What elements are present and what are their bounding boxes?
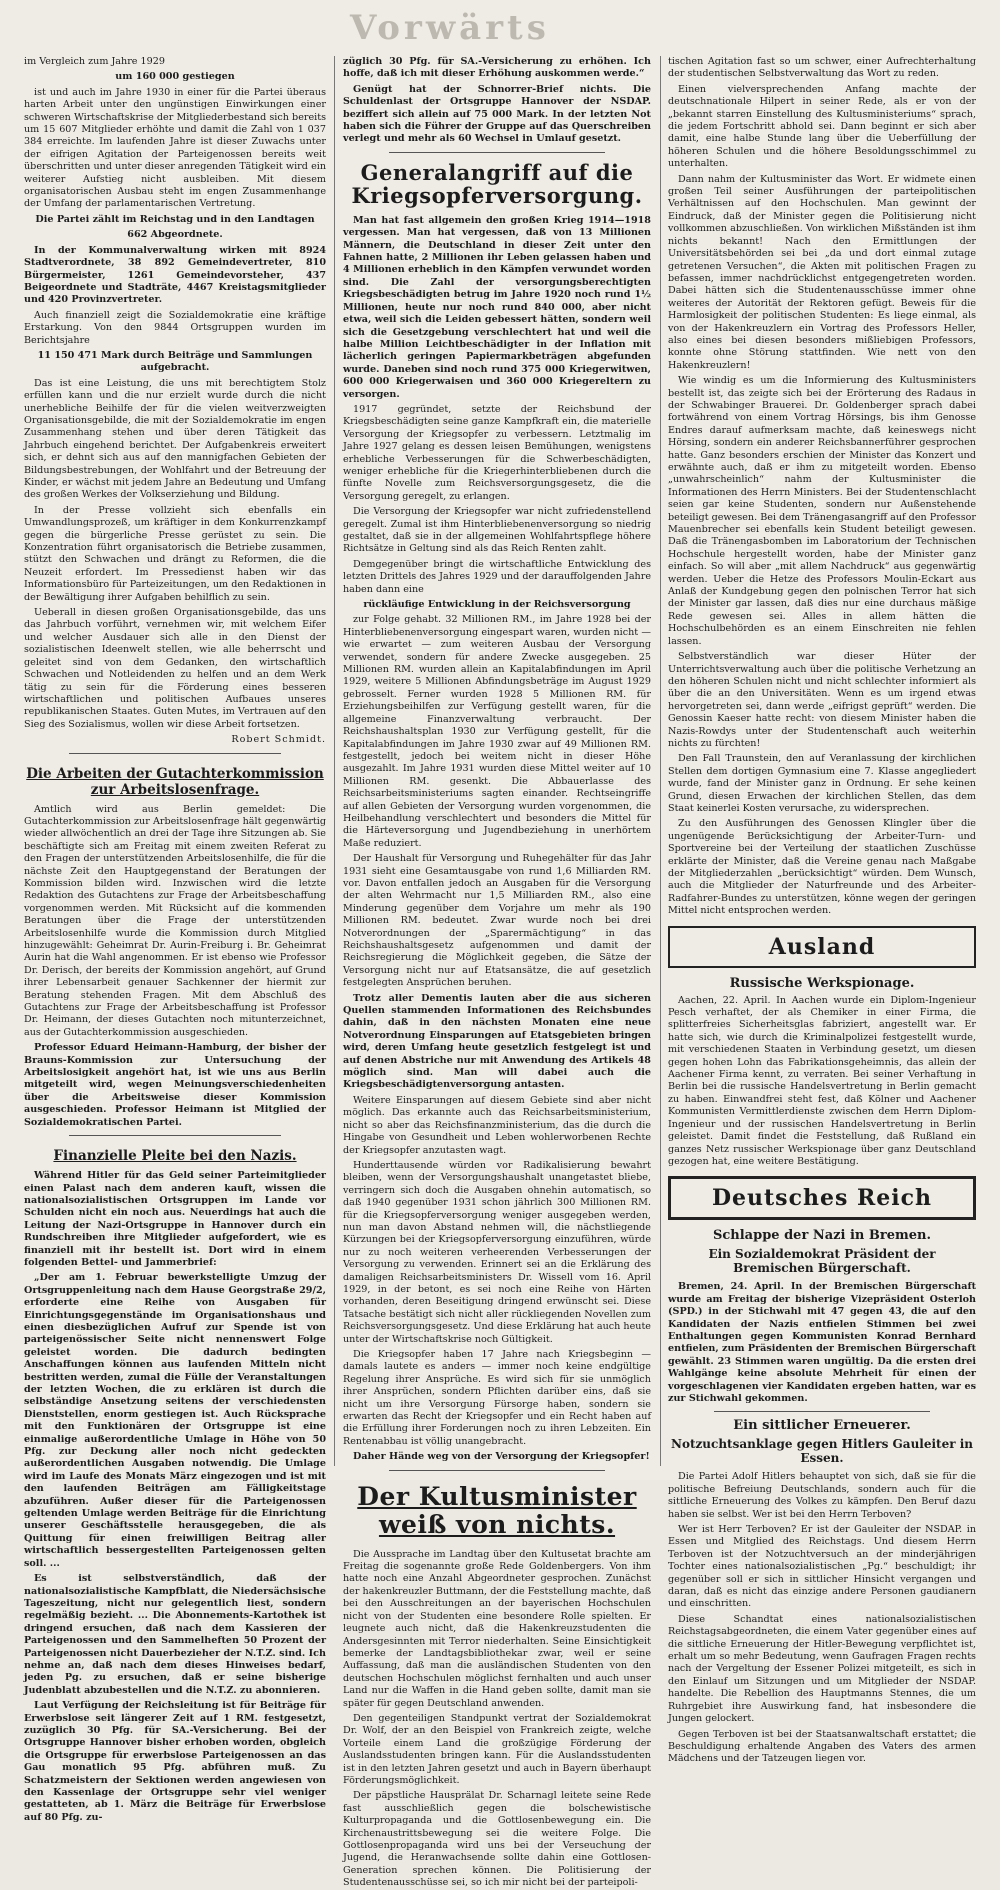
- column-rule: [660, 56, 661, 1466]
- paragraph: Demgegenüber bringt die wirtschaftliche Entwicklung des letzten Drittels des Jahres 1929 und der darauffolgenden Jahre haben dann eine: [343, 558, 651, 595]
- paragraph: Professor Eduard Heimann-Hamburg, der bisher der Brauns-Kommission zur Untersuchung der Arbeitslosigkeit angehört hat, ist wie uns aus Berlin mitgeteilt wird, wegen Meinungsverschiedenheiten über die Arbeitsweise dieser Kommission ausgeschieden. Professor Heimann ist Mitglied der Sozialdemokratischen Partei.: [24, 1042, 326, 1128]
- headline-erneuerer: Ein sittlicher Erneuerer.: [733, 1418, 911, 1434]
- paragraph: Wer ist Herr Terboven? Er ist der Gauleiter der NSDAP. in Essen und Mitglied des Reichstags. Und diesem Herrn Terboven ist der Notzuchtversuch an der minderjährigen Tochter eines nationalsozialistischen „Pg.“ beschuldigt; ihr gegenüber soll er sich in sittlicher Hinsicht vergangen und daran, daß es nicht das einzige andere Personen gaudianern und einschritten.: [668, 1524, 976, 1610]
- paragraph: Während Hitler für das Geld seiner Parteimitglieder einen Palast nach dem anderen kauft, wissen die nationalsozialistischen Ortsgruppen im Lande vor Schulden nicht ein noch aus. Neuerdings hat auch die Leitung der Nazi-Ortsgruppe in Hannover durch ein Rundschreiben ihre Mitglieder aufgefordert, wie es finanziell mit ihr bestellt ist. Dort wird in einem folgenden Bettel- und Jammerbrief:: [24, 1170, 326, 1268]
- paragraph: zur Folge gehabt. 32 Millionen RM., im Jahre 1928 bei der Hinterbliebenenversorgung eingespart waren, wurden nicht — wie erwartet — zum weiteren Ausbau der Versorgung verwendet, sondern für andere Zwecke ausgegeben. 25 Millionen RM. wurden allein an Kapitalabfindungen im April 1929, weitere 5 Millionen Abfindungsbeträge im August 1929 gebrosselt. Ferner wurden 1928 5 Millionen RM. für Erziehungsbeihilfen zur Verfügung gestellt waren, für die allgemeine Finanzverwaltung verbraucht. Der Reichshaushaltsplan 1930 zur Verfügung gestellt, für die Kapitalabfindungen im Jahre 1930 zwar auf 49 Millionen RM. festgestellt, jedoch bei weitem nicht in dieser Höhe ausgezahlt. Im Jahre 1931 wurden diese Mittel weiter auf 10 Millionen RM. gesenkt. Die Abbauerlasse des Reichsarbeitsministeriums sagten einander. Rechtseingriffe auf allen Gebieten der Versorgung wurden vorgenommen, die Heilbehandlung verschlechtert und besonders die Mittel für die Härteversorgung und Jugendbeziehung in unerhörtem Maße reduziert.: [343, 614, 651, 849]
- column-3: [668, 56, 976, 1765]
- paragraph: Man hat fast allgemein den großen Krieg 1914—1918 vergessen. Man hat vergessen, daß von 13 Millionen Männern, die Deutschland in dieser Zeit unter den Fahnen hatte, 2 Millionen ihr Leben gelassen haben und 4 Millionen erheblich in den Kämpfen verwundet worden sind. Die Zahl der versorgungsberechtigten Kriegsbeschädigten betrug im Jahre 1920 noch rund 1½ Millionen, heute nur noch rund 840 000, aber nicht etwa, weil sich die Leiden gebessert hätten, sondern weil sich die Gesetzgebung verschlechtert hat und weil die halbe Million Leichtbeschädigter in der Inflation mit lächerlich geringen Papiermarkbeträgen abgefunden wurde. Daneben sind noch rund 375 000 Kriegerwitwen, 600 000 Kriegerwaisen und 360 000 Kriegereltern zu versorgen.: [343, 214, 651, 400]
- paragraph: Die Kriegsopfer haben 17 Jahre nach Kriegsbeginn — damals lautete es anders — immer noch keine endgültige Regelung ihrer Ansprüche. Es wird sich für sie unmöglich ihrer Ansprüchen, sondern Pflichten darüber eins, daß sie nicht um ihre Versorgung Fürsorge haben, sondern sie erwarten das Recht der Kriegsopfer und ein Recht haben auf die Erfüllung ihrer Forderungen noch zu ihren Lebzeiten. Ein Rentenabbau ist völlig unangebracht.: [343, 1349, 651, 1447]
- divider: [69, 1135, 280, 1136]
- paragraph: Trotz aller Dementis lauten aber die aus sicheren Quellen stammenden Informationen des Reichsbundes dahin, daß in den nächsten Monaten eine neue Notverordnung Einsparungen auf Etatsgebieten bringen wird, deren Umfang heute gesetzlich festgelegt ist und auf denen Abstriche nur mit Anwendung des Artikels 48 möglich sind. Man will dabei auch die Kriegsbeschädigtenversorgung antasten.: [343, 992, 651, 1091]
- divider: [714, 1411, 930, 1412]
- paragraph: Laut Verfügung der Reichsleitung ist für Beiträge für Erwerbslose seit längerer Zeit auf 1 RM. festgesetzt, zuzüglich 30 Pfg. für SA.-Versicherung. Bei der Ortsgruppe Hannover bisher erhoben worden, obgleich die Ortsgruppe für erwerbslose Parteigenossen an das Gau monatlich 95 Pfg. abführen muß. Zu Schatzmeistern der Sektionen werden angewiesen von den Kassenlage der Ortsgruppe sehr viel weniger gestatteten, ab 1. März die Beiträge für Erwerbslose auf 80 Pfg. zu-: [24, 1700, 326, 1823]
- highlight-line: Die Partei zählt im Reichstag und in den Landtagen: [35, 213, 315, 225]
- paragraph: Ueberall in diesen großen Organisationsgebilde, das uns das Jahrbuch vorführt, vernehmen wir, mit welchem Eifer und welcher Ausdauer sich alle in den Dienst der sozialistischen Ideenwelt stellen, wie alle beherrscht und geleitet sind von dem Gedanken, den wirtschaftlich Schwachen und Notleidenden zu helfen und an dem Werk tätig zu sein für die Förderung eines besseren wirtschaftlichen und politischen Aufbaues unseres republikanischen Staates. Guten Mutes, im Vertrauen auf den Sieg des Sozialismus, wollen wir diese Arbeit fortsetzen.: [24, 607, 326, 730]
- headline-generalangriff: Generalangriff auf die Kriegsopferversorgung.: [351, 159, 643, 208]
- highlight-line: 662 Abgeordnete.: [127, 229, 223, 241]
- paragraph: Aachen, 22. April. In Aachen wurde ein Diplom-Ingenieur Pesch verhaftet, der als Chemiker in einer Firma, die splitterfreies Sicherheitsglas fabriziert, angestellt war. Er hatte sich, wie durch die Kriminalpolizei festgestellt wurde, mit verschiedenen Staaten in Verbindung gesetzt, um diesen gegen hohen Lohn das Fabrikationsgeheimnis, das allein der Aachener Firma kennt, zu verraten. Bei seiner Verhaftung in Berlin bei die russische Handelsvertretung in Berlin gemacht zu haben. Einwandfrei steht fest, daß Kölner und Aachener Kommunisten Vermittlerdienste zwischen dem Herrn Diplom-Ingenieur und der russischen Handelsvertretung in Berlin geleistet. Damit findet die Feststellung, daß Rußland ein ganzes Netz russischer Werkspionage über ganz Deutschland gezogen hat, eine weitere Bestätigung.: [668, 994, 976, 1167]
- headline-bremen: Schlappe der Nazi in Bremen.: [712, 1228, 931, 1244]
- paragraph: ist und auch im Jahre 1930 in einer für die Partei überaus harten Arbeit unter den ungünstigen Einwirkungen einer schweren Wirtschaftskrise der Mitgliederbestand sich bereits um 15 607 Mitglieder erhöhte und damit die Zahl von 1 037 384 erreichte. Im laufenden Jahre ist dieser Zuwachs unter der eifrigen Agitation der Parteigenossen bereits weit überschritten und unter dieser anregenden Tätigkeit wird ein weiterer Aufstieg nicht ausbleiben. Mit diesem organisatorischen Ausbau steht im engen Zusammenhange der Umfang der parlamentarischen Vertretung.: [24, 86, 326, 210]
- paragraph: Gegen Terboven ist bei der Staatsanwaltschaft erstattet; die Beschuldigung erhaltende Angaben des Vaters des armen Mädchens und der Tatzeugen liegen vor.: [668, 1728, 976, 1765]
- paragraph: Bremen, 24. April. In der Bremischen Bürgerschaft wurde am Freitag der bisherige Vizepräsident Osterloh (SPD.) in der Stichwahl mit 47 gegen 43, die auf den Kandidaten der Nazis entfielen Stimmen bei zwei Enthaltungen gegen Kommunisten Konrad Bernhard entfielen, zum Präsidenten der Bremischen Bürgerschaft gewählt. 23 Stimmen waren ungültig. Da die ersten drei Wahlgänge keine absolute Mehrheit für einen der vorgeschlagenen vier Kandidaten ergeben hatten, war es zur Stichwahl gekommen.: [668, 1281, 976, 1404]
- paragraph: tischen Agitation fast so um schwer, einer Aufrechterhaltung der studentischen Selbstverwaltung das Wort zu reden.: [668, 56, 976, 80]
- section-box-deutsches-reich: Deutsches Reich: [668, 1176, 976, 1220]
- paragraph: Die Aussprache im Landtag über den Kultusetat brachte am Freitag die sogenannte große Rede Goldenbergers. Von ihm hatte noch eine Anzahl Abgeordneter gesprochen. Zunächst der hakenkreuzler Buttmann, der die Feststellung machte, daß bei den Ausschreitungen an der bayerischen Hochschulen nicht von der Studenten eine besondere Rolle spielten. Er leugnete auch nicht, daß die Hakenkreuzstudenten die Andersgesinnten mit Terror niederhalten. Seine Einsichtigkeit bemerke der Landtagsbibliothekar zwar, weil er seine Auffassung, daß man die ausländischen Studenten von den deutschen Hochschulen möglichst fernhalten und auch unser Land nur die Waffen in die Hand geben sollte, damit man sie später für gegen Deutschland anwenden.: [343, 1548, 651, 1709]
- paragraph: Den Fall Traunstein, den auf Veranlassung der kirchlichen Stellen dem dortigen Gymnasium eine 7. Klasse angegliedert wurde, fand der Minister ganz in Ordnung. Er sehe keinen Grund, diesen Erwachen der kirchlichen Stellen, das dem Staat keinerlei Kosten verursache, zu widersprechen.: [668, 753, 976, 814]
- paragraph: Der päpstliche Hausprälat Dr. Scharnagl leitete seine Rede fast ausschließlich gegen die bolschewistische Kulturpropaganda und die Gottlosenbewegung ein. Die Kirchenaustrittsbewegung sei die weitere Folge. Die Gottlosenpropaganda wird uns bei der Verseuchung der Jugend, die Heranwachsende sollte dahin eine Gottlosen-Generation sprechen können. Die Politisierung der Studentenausschüsse sei, so ich mir nicht bei der parteipoli-: [343, 1790, 651, 1889]
- signature: Robert Schmidt.: [231, 734, 326, 746]
- paragraph: Hunderttausende würden vor Radikalisierung bewahrt bleiben, wenn der Versorgungshaushalt unangetastet bliebe, verringern sich doch die Ausgaben ohnehin automatisch, so daß 1940 gegenüber 1931 schon jährlich 300 Millionen RM. für die Kriegsopferversorgung weniger ausgegeben werden, nun man davon Abstand nehmen will, die nächstliegende Kürzungen bei der Kriegsopferversorgung einzuführen, würde nur zu noch weiteren verheerenden Verbesserungen der Versorgung zu verwenden. Erinnert sei an die Erklärung des damaligen Reichsarbeitsministers Dr. Wissell vom 16. April 1929, in der betont, es sei noch eine Reihe von Härten vorhanden, deren Beseitigung dringend erwünscht sei. Diese Tatsache bestätigt sich nicht aller rückliegenden Novellen zum Reichsversorgungsgesetz. Und diese Erklärung hat auch heute unter der Wirtschaftskrise noch Gültigkeit.: [343, 1159, 651, 1345]
- column-2: [343, 56, 651, 1889]
- paragraph: Weitere Einsparungen auf diesem Gebiete sind aber nicht möglich. Das erkannte auch das Reichsarbeitsministerium, nicht so aber das Reichsfinanzministerium, das die durch die Hingabe von Gesundheit und Leben wohlerworbenen Rechte der Kriegsopfer anzutasten wagt.: [343, 1094, 651, 1156]
- highlight-line: 11 150 471 Mark durch Beiträge und Sammlungen aufgebracht.: [37, 349, 313, 374]
- masthead-ghost: Vorwärts: [350, 8, 550, 48]
- paragraph: In der Presse vollzieht sich ebenfalls ein Umwandlungsprozeß, um kräftiger in dem Konkurrenzkampf gegen die bürgerliche Presse gerüstet zu sein. Die Konzentration führt organisatorisch die Betriebe zusammen, stützt den Schwachen und drängt zu Reformen, die die Neuzeit erfordert. Im Pressedienst haben wir das Informationsbüro für Parteizeitungen, um den Redaktionen in der Bewältigung ihrer Aufgaben behilflich zu sein.: [24, 504, 326, 603]
- paragraph: Zu den Ausführungen des Genossen Klingler über die ungenügende Berücksichtigung der Arbeiter-Turn- und Sportvereine bei der Verteilung der staatlichen Zuschüsse erklärte der Minister, daß die Vereine genau nach Maßgabe der Mitgliederzahlen „berücksichtigt“ würden. Dem Wunsch, auch die Mitglieder der Naturfreunde und des Arbeiter-Radfahrer-Bundes zu unterstützen, könne wegen der geringen Mittel nicht entsprochen werden.: [668, 818, 976, 917]
- paragraph: Die Partei Adolf Hitlers behauptet von sich, daß sie für die politische Befreiung Deutschlands, sondern auch für die sittliche Erneuerung des Volkes zu kämpfen. Den Beruf dazu haben sie selbst. Wer ist bei den Herrn Terboven?: [668, 1471, 976, 1520]
- paragraph: 1917 gegründet, setzte der Reichsbund der Kriegsbeschädigten seine ganze Kampfkraft ein, die materielle Versorgung der Kriegsopfer zu verbessern. Letztmalig im Jahre 1927 gelang es dessen leisen Bemühungen, wenigstens erhebliche Verbesserungen für die Schwerbeschädigten, weniger erhebliche für die Kriegerhinterbliebenen durch die fünfte Novelle zum Reichsversorgungsgesetz, die die Versorgung geregelt, zu erlangen.: [343, 403, 651, 502]
- paragraph: Das ist eine Leistung, die uns mit berechtigtem Stolz erfüllen kann und die nur erzielt wurde durch die nicht unerhebliche Beihilfe der für die vielen weitverzweigten Organisationsgebilde, die mit der Sozialdemokratie im engen Zusammenhang stehen und über deren Tätigkeit das Jahrbuch eingehend berichtet. Der Aufgabenkreis erweitert sich, er dehnt sich aus auf den mannigfachen Gebieten der Bildungsbestrebungen, der Wohlfahrt und der Betreuung der Kinder, er wächst mit jedem Jahre an Bedeutung und Umfang des großen Werkes der Volkserziehung und Bildung.: [24, 377, 326, 501]
- headline-werkspionage: Russische Werkspionage.: [729, 975, 915, 991]
- divider: [69, 753, 280, 754]
- highlight-line: um 160 000 gestiegen: [115, 71, 235, 83]
- subheadline-bremen: Ein Sozialdemokrat Präsident der Bremischen Bürgerschaft.: [708, 1247, 936, 1276]
- paragraph: In der Kommunalverwaltung wirken mit 8924 Stadtverordnete, 38 892 Gemeindevertreter, 810 Bürgermeister, 1261 Gemeindevorsteher, 437 Beigeordnete und Stadträte, 4467 Kreistagsmitglieder und 420 Provinzvertreter.: [24, 244, 326, 306]
- paragraph: Daher Hände weg von der Versorgung der Kriegsopfer!: [353, 1451, 650, 1463]
- paragraph: „Der am 1. Februar bewerkstelligte Umzug der Ortsgruppenleitung nach dem Hause Georgstraße 29/2, erforderte eine Reihe von Ausgaben für Einrichtungsgegenstände im Organisationshaus und einen diesbezüglichen Aufruf zur Spende ist von parteigenössischer Seite nicht nennenswert Folge geleistet worden. Die dadurch bedingten Anschaffungen können aus laufenden Mitteln nicht bestritten werden, zumal die Fülle der Veranstaltungen der letzten Wochen, die zu erklären ist durch die selbständige Ansetzung seitens der verschiedensten Dienststellen, enorm gestiegen ist. Auch Rücksprache mit den Funktionären der Ortsgruppe ist eine einmalige außerordentliche Umlage in Höhe von 50 Pfg. zur Deckung aller noch nicht gedeckten außerordentlichen Ausgaben notwendig. Die Umlage wird im Laufe des Monats März eingezogen und ist mit den laufenden Beiträgen am Fälligkeitstage abzuführen. Außer dieser für die Parteigenossen geltenden Umlage werden Beiträge für die Einrichtung unserer Geschäftsstelle herausgegeben, die als Quittung für einen freiwilligen Beitrag aller wirtschaftlich bessergestellten Parteigenossen gelten soll. ...: [24, 1272, 326, 1569]
- paragraph: Diese Schandtat eines nationalsozialistischen Reichstagsabgeordneten, die einem Vater gegenüber eines auf die sittliche Erneuerung der Hitler-Bewegung verpflichtet ist, erhalt um so mehr Bedeutung, wenn Gaufragen Fragen rechts nach der Vergeltung der Essener Polizei mitgeteilt, es sich in den Einlauf um Sitzungen und um Mitglieder der NSDAP. handelte. Die Rebellion des Hauptmanns Stennes, die um Ruhrgebiet ihre Auswirkung fand, hat insbesondere die Jungen gelockert.: [668, 1613, 976, 1725]
- subheading: rückläufige Entwicklung in der Reichsversorgung: [363, 599, 631, 611]
- paragraph: Auch finanziell zeigt die Sozialdemokratie eine kräftige Erstarkung. Von den 9844 Ortsgruppen wurden im Berichtsjahre: [24, 309, 326, 346]
- headline-pleite: Finanzielle Pleite bei den Nazis.: [53, 1148, 297, 1165]
- paragraph: Genügt hat der Schnorrer-Brief nichts. Die Schuldenlast der Ortsgruppe Hannover der NSDAP. beziffert sich allein auf 75 000 Mark. In der letzten Not haben sich die Führer der Gruppe auf das Querschreiben verlegt und mehr als 60 Wechsel in Umlauf gesetzt.: [343, 83, 651, 145]
- divider: [389, 152, 605, 153]
- column-rule: [334, 56, 335, 1466]
- headline-kultusminister: Der Kultusminister weiß von nichts.: [357, 1481, 637, 1539]
- paragraph: züglich 30 Pfg. für SA.-Versicherung zu erhöhen. Ich hoffe, daß ich mit dieser Erhöhung auskommen werde.“: [343, 56, 651, 80]
- paragraph: Dann nahm der Kultusminister das Wort. Er widmete einen großen Teil seiner Ausführungen der parteipolitischen Verhältnissen auf den Hochschulen. Man gewinnt der Eindruck, daß der Minister gegen die Politisierung nicht vollkommen abzuschließen. Von wirklichen Mißständen ist ihm nichts bekannt! Nach den Ermittlungen der Universitätsbehörden sei bei „da und dort einmal zutage getretenen Versuchen“, die Akten mit politischen Fragen zu befassen, immer nachdrücklichst entgegengetreten worden. Dabei hätten sich die Studentenausschüsse immer ohne weiteres der Autorität der Rektoren gefügt. Beweis für die Harmlosigkeit der politischen Studenten: Es liege einmal, als von der Hakenkreuzlern ein Vortrag des Professors Heller, also eines bei diesen besonders mißliebigen Professors, konnte ohne Störung stattfinden. Wie nett von den Hakenkreuzlern!: [668, 173, 976, 371]
- subheadline-erneuerer: Notzuchtsanklage gegen Hitlers Gauleiter in Essen.: [670, 1437, 974, 1466]
- paragraph: Wie windig es um die Informierung des Kultusministers bestellt ist, das zeigte sich bei der Erörterung des Radaus in der Schwabinger Brauerei. Dr. Goldenberger sprach dabei fortwährend von einem Vortrag Hörsings, bis ihm Genosse Endres darauf aufmerksam machte, daß keineswegs nicht Hörsing, sondern ein anderer Reichsbannerführer gesprochen hatte. Ganz besonders erschien der Minister das Konzert und erwähnte auch, daß er ihm zu mitgeteilt worden. Ebenso „unwahrscheinlich“ nahm der Kultusminister die Informationen des Herrn Ministers. Bei der Studentenschlacht seien gar keine Studenten, sondern nur Außenstehende beteiligt gewesen. Bei dem Tränengasangriff auf den Professor Mauenbrecher sei ebenfalls kein Student beteiligt gewesen. Daß die Tränengasbomben im Laboratorium der Technischen Hochschule hergestellt worden, habe der Minister ganz einfach. So will aber „mit allem Nachdruck“ aus gegenwärtig werden. Ueber die Hetze des Professors Moulin-Eckart aus Anlaß der Kundgebung gegen den polnischen Terror hat sich der Minister gar lassen, daß dies nur eine durchaus mäßige Rede gewesen sei. Alles in allem hätten die Hochschulbehörden es an einem Einschreiten nie fehlen lassen.: [668, 375, 976, 647]
- section-box-ausland: Ausland: [668, 926, 976, 968]
- paragraph: Selbstverständlich war dieser Hüter der Unterrichtsverwaltung auch über die politische Verhetzung an den höheren Schulen nicht und nicht schlechter informiert als über die an den Universitäten. Wenn es um irgend etwas hervorgetreten sei, dann werde „eifrigst geprüft“ werden. Die Genossin Kaeser hatte recht: von diesem Minister haben die Nazis-Rowdys unter der Studentenschaft auch weiterhin nichts zu fürchten!: [668, 651, 976, 749]
- paragraph: im Vergleich zum Jahre 1929: [24, 56, 165, 67]
- paragraph: Einen vielversprechenden Anfang machte der deutschnationale Hilpert in seiner Rede, als er von der „bekannt starren Einstellung des Kultusministeriums“ sprach, die jedem Fortschritt abhold sei. Dann beginnt er sich aber damit, eine halbe Stunde lang über die Ueberfüllung der höheren Schulen und die höhere Besoldungsschimmel zu unterhalten.: [668, 83, 976, 170]
- paragraph: Amtlich wird aus Berlin gemeldet: Die Gutachterkommission zur Arbeitslosenfrage hält gegenwärtig wieder allwöchentlich an drei der Tage ihre Sitzungen ab. Sie beschäftigte sich am Freitag mit einem zweiten Referat zu den Fragen der unterstützenden Arbeitslosenhilfe, die für die nächste Zeit den Hauptgegenstand der Beratungen der Kommission bilden wird. Inzwischen wird die letzte Redaktion des Gutachtens zur Frage der Arbeitsbeschaffung vorgenommen werden. Mit Rücksicht auf die kommenden Beratungen über die Frage der unterstützenden Arbeitslosenhilfe wurde die Kommission durch Mitglied hinzugewählt: Geheimrat Dr. Aurin-Freiburg i. Br. Geheimrat Aurin hat die Wahl angenommen. Er ist ebenso wie Professor Dr. Derisch, der bereits der Kommission angehört, auf Grund ihrer Lebensarbeit genauer Sachkenner der hiermit zur Beratung stehenden Fragen. Mit dem Abschluß des Gutachtens zur Frage der Arbeitsbeschaffung ist Professor Dr. Heimann, der dieses Gutachten noch mitunterzeichnet, aus der Gutachterkommission ausgeschieden.: [24, 803, 326, 1038]
- column-1: [24, 56, 326, 1823]
- divider: [389, 1470, 605, 1471]
- paragraph: Es ist selbstverständlich, daß der nationalsozialistische Kampfblatt, die Niedersächsische Tageszeitung, nicht nur gelegentlich liest, sondern regelmäßig bezieht. ... Die Abonnements-Kartothek ist dringend ersuchen, daß nach dem Kassieren der Parteigenossen und den Sammelheften 50 Prozent der Parteigenossen nicht Dauerbezieher der N.T.Z. sind. Ich nehme an, daß nach dem dieses Hinweises bedarf, jeden Pg. zu ersuchen, daß er seine bisherige Judenblatt abzubestellen und die N.T.Z. zu abonnieren.: [24, 1573, 326, 1696]
- paragraph: Die Versorgung der Kriegsopfer war nicht zufriedenstellend geregelt. Zumal ist ihm Hinterbliebenenversorgung so niedrig gestaltet, daß sie in der allgemeinen Wohlfahrtspflege höhere Richtsätze in Geltung sind als das Reich Renten zahlt.: [343, 506, 651, 555]
- headline-gutachter: Die Arbeiten der Gutachterkommission zur Arbeitslosenfrage.: [26, 765, 324, 798]
- paragraph: Den gegenteiligen Standpunkt vertrat der Sozialdemokrat Dr. Wolf, der an den Beispiel von Frankreich zeigte, welche Vorteile einem Land die großzügige Förderung der Auslandsstudenten bringen kann. Für die Auslandsstudenten ist in den letzten Jahren gesetzt und auch in Bayern überhaupt Förderungsmöglichkeit.: [343, 1712, 651, 1786]
- paragraph: Der Haushalt für Versorgung und Ruhegehälter für das Jahr 1931 sieht eine Gesamtausgabe von rund 1,6 Milliarden RM. vor. Davon entfallen jedoch an Ausgaben für die Versorgung der alten Wehrmacht nur 1,5 Milliarden RM., also eine Minderung gegenüber dem Vorjahre um mehr als 190 Millionen RM. bedeutet. Zwar wurde noch bei drei Notverordnungen der „Sparermächtigung“ in das Reichshaushaltsgesetz aufgenommen und damit der Reichsregierung die Möglichkeit gegeben, die Sätze der Versorgung nicht nur auf Etatsansätze, die auf gesetzlich festgelegten Ansprüchen beruhen.: [343, 853, 651, 989]
